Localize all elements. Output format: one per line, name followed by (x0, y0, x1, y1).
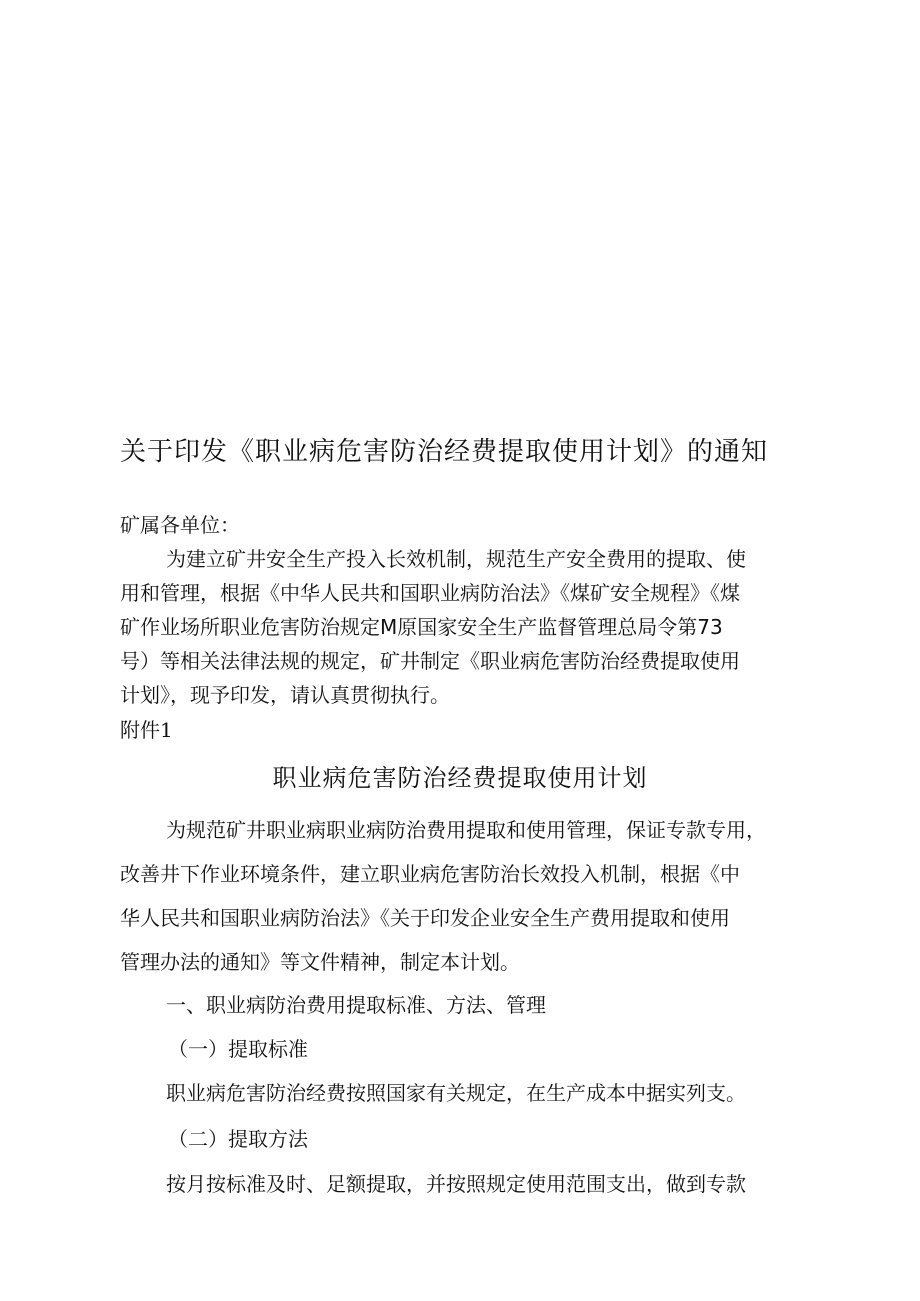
notice-title: 关于印发《职业病危害防治经费提取使用计划》的通知 (120, 437, 769, 467)
sub1-text: 职业病危害防治经费按照国家有关规定，在生产成本中据实列支。 (166, 1081, 746, 1105)
notice-body-line: 为建立矿井安全生产投入长效机制，规范生产安全费用的提取、使 (166, 547, 746, 571)
section1-heading: 一、职业病防治费用提取标准、方法、管理 (166, 993, 546, 1017)
plan-intro (120, 808, 820, 984)
notice-body-line: 计划》，现予印发，请认真贯彻执行。 (120, 683, 450, 707)
plan-intro-line: 华人民共和国职业病防治法》《关于印发企业安全生产费用提取和使用 (120, 906, 730, 930)
sub2-heading: （二）提取方法 (168, 1127, 308, 1151)
plan-intro-line: 为规范矿井职业病职业病防治费用提取和使用管理，保证专款专用， (166, 818, 766, 842)
notice-body-line: 号）等相关法律法规的规定，矿井制定《职业病危害防治经费提取使用 (120, 649, 740, 673)
plan-intro-line: 改善井下作业环境条件，建立职业病危害防治长效投入机制，根据《中 (120, 862, 740, 886)
sub2-text: 按月按标准及时、足额提取，并按照规定使用范围支出，做到专款 (166, 1172, 746, 1196)
notice-body (120, 542, 810, 712)
plan-title: 职业病危害防治经费提取使用计划 (272, 764, 648, 792)
notice-body-line: 矿作业场所职业危害防治规定M原国家安全生产监督管理总局令第73 (120, 615, 723, 639)
attachment-label: 附件1 (120, 718, 173, 742)
notice-salutation: 矿属各单位： (120, 513, 240, 537)
sub1-heading: （一）提取标准 (168, 1037, 308, 1061)
plan-intro-line: 管理办法的通知》等文件精神，制定本计划。 (120, 950, 520, 974)
notice-body-line: 用和管理，根据《中华人民共和国职业病防治法》《煤矿安全规程》《煤 (120, 581, 740, 605)
